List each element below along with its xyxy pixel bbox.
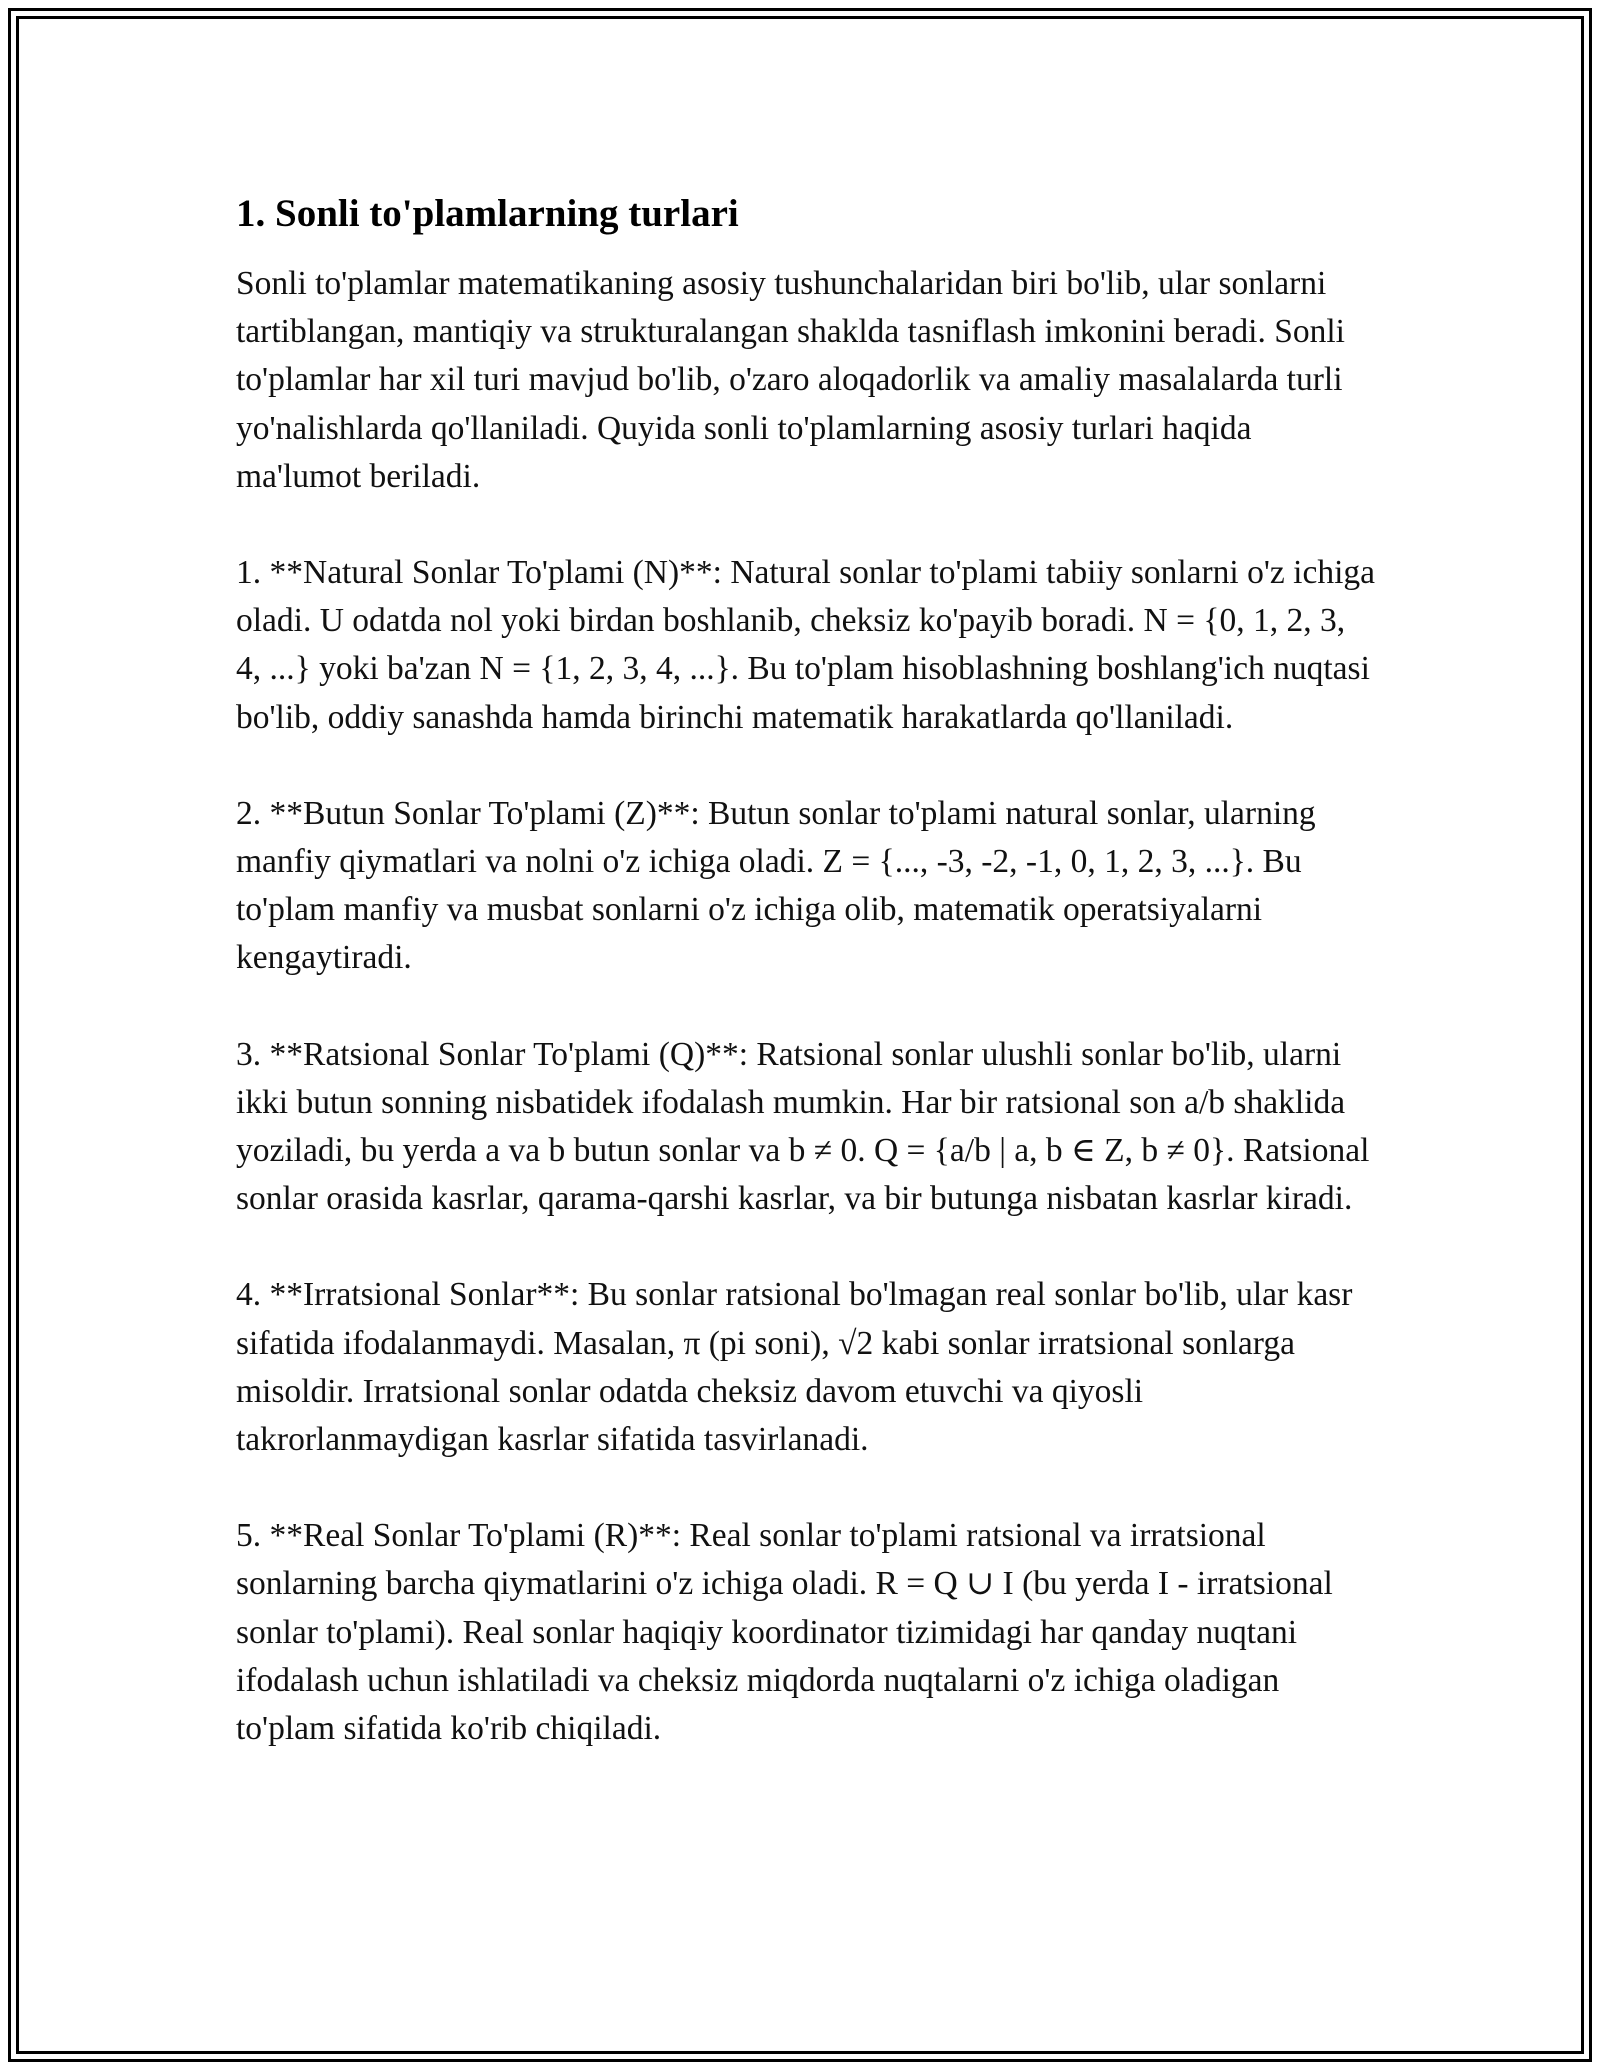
real-numbers-paragraph: 5. **Real Sonlar To'plami (R)**: Real sonlar to'plami ratsional va irratsional sonlarning barcha qiymatlarini o'z ichiga oladi. R = Q ∪ I (bu yerda I - irratsional sonlar to'plami). Real sonlar haqiqiy koordinator tizimidagi har qanday nuqtani ifodalash uchun ishlatiladi va cheksiz miqdorda nuqtalarni o'z ichiga oladigan to'plam sifatida ko'rib chiqiladi.	[236, 1517, 1333, 1748]
section-heading: 1. Sonli to'plamlarning turlari	[236, 192, 739, 235]
intro-paragraph: Sonli to'plamlar matematikaning asosiy tushunchalaridan biri bo'lib, ular sonlarni tartiblangan, mantiqiy va strukturalangan shaklda tasniflash imkonini beradi. Sonli to'plamlar har xil turi mavjud bo'lib, o'zaro aloqadorlik va amaliy masalalarda turli yo'nalishlarda qo'llaniladi. Quyida sonli to'plamlarning asosiy turlari haqida ma'lumot beriladi.	[236, 265, 1345, 495]
integers-paragraph: 2. **Butun Sonlar To'plami (Z)**: Butun sonlar to'plami natural sonlar, ularning manfiy qiymatlari va nolni o'z ichiga oladi. Z = {..., -3, -2, -1, 0, 1, 2, 3, ...}. Bu to'plam manfiy va musbat sonlarni o'z ichiga olib, matematik operatsiyalarni kengaytiradi.	[236, 794, 1316, 977]
natural-numbers-paragraph: 1. **Natural Sonlar To'plami (N)**: Natural sonlar to'plami tabiiy sonlarni o'z ichiga oladi. U odatda nol yoki birdan boshlanib, cheksiz ko'payib boradi. N = {0, 1, 2, 3, 4, ...} yoki ba'zan N = {1, 2, 3, 4, ...}. Bu to'plam hisoblashning boshlang'ich nuqtasi bo'lib, oddiy sanashda hamda birinchi matematik harakatlarda qo'llaniladi.	[236, 554, 1375, 736]
rational-numbers-paragraph: 3. **Ratsional Sonlar To'plami (Q)**: Ratsional sonlar ulushli sonlar bo'lib, ularni ikki butun sonning nisbatidek ifodalash mumkin. Har bir ratsional son a/b shaklida yoziladi, bu yerda a va b butun sonlar va b ≠ 0. Q = {a/b | a, b ∈ Z, b ≠ 0}. Ratsional sonlar orasida kasrlar, qarama-qarshi kasrlar, va bir butunga nisbatan kasrlar kiradi.	[236, 1035, 1370, 1218]
irrational-numbers-paragraph: 4. **Irratsional Sonlar**: Bu sonlar ratsional bo'lmagan real sonlar bo'lib, ular kasr sifatida ifodalanmaydi. Masalan, π (pi soni), √2 kabi sonlar irratsional sonlarga misoldir. Irratsional sonlar odatda cheksiz davom etuvchi va qiyosli takrorlanmaydigan kasrlar sifatida tasvirlanadi.	[236, 1276, 1353, 1459]
document-body	[236, 190, 1376, 1801]
